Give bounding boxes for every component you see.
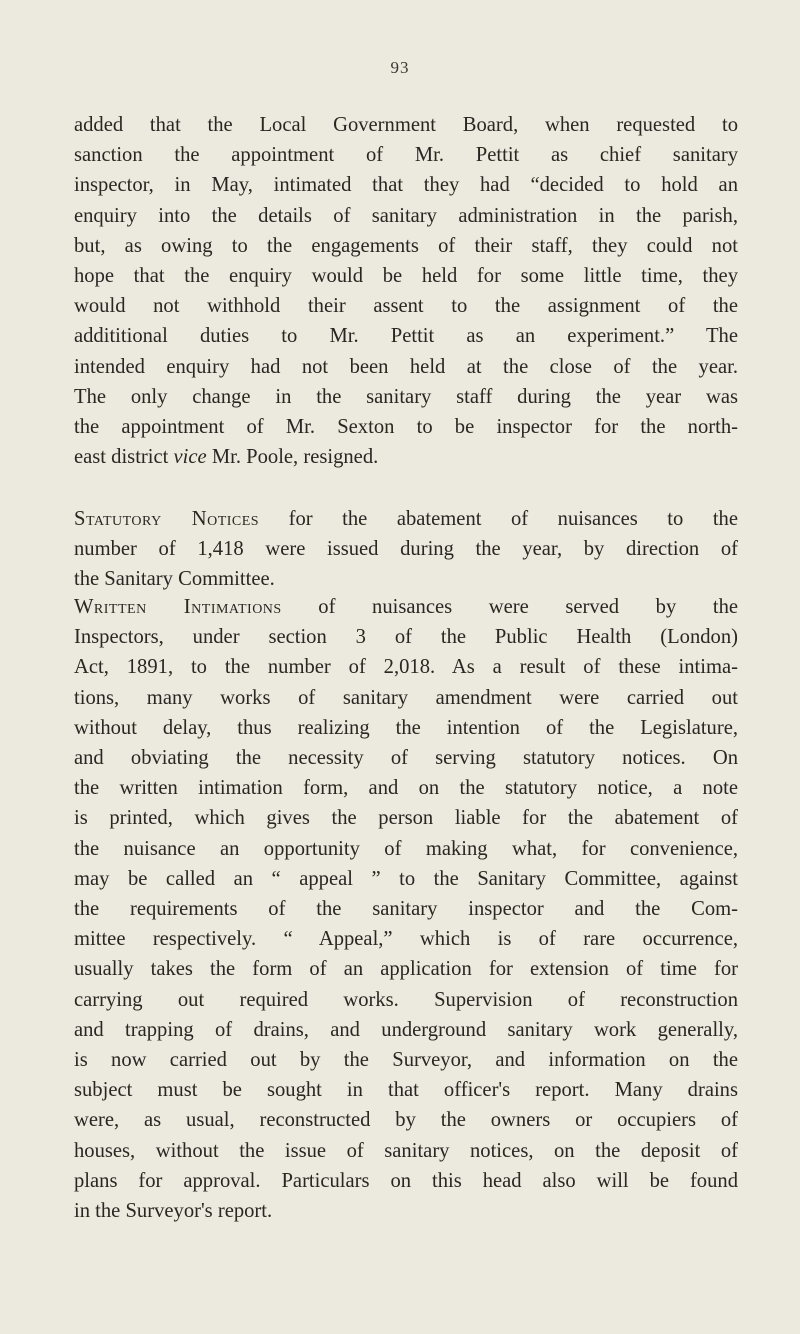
text-line: subject must be sought in that officer's report. Many drains xyxy=(74,1079,738,1102)
text-line: Inspectors, under section 3 of the Public Health (London) xyxy=(74,626,738,649)
text-line xyxy=(74,592,738,622)
text-fragment: for the abatement of nuisances to the xyxy=(259,508,738,530)
text-line-last: in the Surveyor's report. xyxy=(74,1200,273,1223)
paragraph-lead: Written Intimations xyxy=(74,596,282,618)
italic-word: vice xyxy=(173,446,207,469)
text-line: Act, 1891, to the number of 2,018. As a result of these intima- xyxy=(74,656,738,679)
text-line: is now carried out by the Surveyor, and information on the xyxy=(74,1049,738,1072)
text-fragment: Mr. Poole, resigned. xyxy=(206,446,379,469)
text-line: houses, without the issue of sanitary notices, on the deposit of xyxy=(74,1139,738,1162)
text-line: the appointment of Mr. Sexton to be inspector for the north- xyxy=(74,416,738,439)
text-line: mittee respectively. “ Appeal,” which is of rare occurrence, xyxy=(74,928,738,951)
text-line: is printed, which gives the person liable for the abatement of xyxy=(74,807,738,830)
text-line: and obviating the necessity of serving statutory notices. On xyxy=(74,747,738,770)
text-line-last xyxy=(74,442,738,472)
text-line: without delay, thus realizing the intention of the Legislature, xyxy=(74,716,738,739)
text-line xyxy=(74,504,738,534)
text-line: plans for approval. Particulars on this head also will be found xyxy=(74,1169,738,1192)
text-line: the nuisance an opportunity of making what, for convenience, xyxy=(74,837,738,860)
paragraph-written-intimations xyxy=(74,592,738,1226)
text-line: usually takes the form of an application for extension of time for xyxy=(74,958,738,981)
text-line: and trapping of drains, and underground sanitary work generally, xyxy=(74,1018,738,1041)
text-line: inspector, in May, intimated that they had “decided to hold an xyxy=(74,174,738,197)
paragraph-lead: Statutory Notices xyxy=(74,508,260,530)
text-line: would not withhold their assent to the assignment of the xyxy=(74,295,738,318)
text-fragment: east district xyxy=(74,446,174,469)
text-line: may be called an “ appeal ” to the Sanitary Committee, against xyxy=(74,867,738,890)
text-fragment: of nuisances were served by the xyxy=(281,596,739,618)
text-line: added that the Local Government Board, when requested to xyxy=(74,114,738,136)
paragraph-local-government-board xyxy=(74,110,738,472)
text-line: number of 1,418 were issued during the year, by direction of xyxy=(74,538,738,561)
text-line: were, as usual, reconstructed by the owners or occupiers of xyxy=(74,1109,738,1132)
text-line: enquiry into the details of sanitary administration in the parish, xyxy=(74,204,738,227)
text-line: tions, many works of sanitary amendment were carried out xyxy=(74,686,738,709)
text-line: The only change in the sanitary staff during the year was xyxy=(74,385,738,408)
text-line: the written intimation form, and on the statutory notice, a note xyxy=(74,777,738,800)
page-number: 93 xyxy=(390,58,410,77)
text-line: addititional duties to Mr. Pettit as an experiment.” The xyxy=(74,325,738,348)
text-line: the requirements of the sanitary inspector and the Com- xyxy=(74,898,738,921)
text-line: hope that the enquiry would be held for some little time, they xyxy=(74,265,738,288)
text-line: carrying out required works. Supervision of reconstruction xyxy=(74,988,738,1011)
text-line: intended enquiry had not been held at the close of the year. xyxy=(74,355,738,378)
text-line: sanction the appointment of Mr. Pettit as chief sanitary xyxy=(74,144,738,167)
text-line-last: the Sanitary Committee. xyxy=(74,568,275,591)
paragraph-statutory-notices xyxy=(74,504,738,595)
text-line: but, as owing to the engagements of their staff, they could not xyxy=(74,234,738,257)
